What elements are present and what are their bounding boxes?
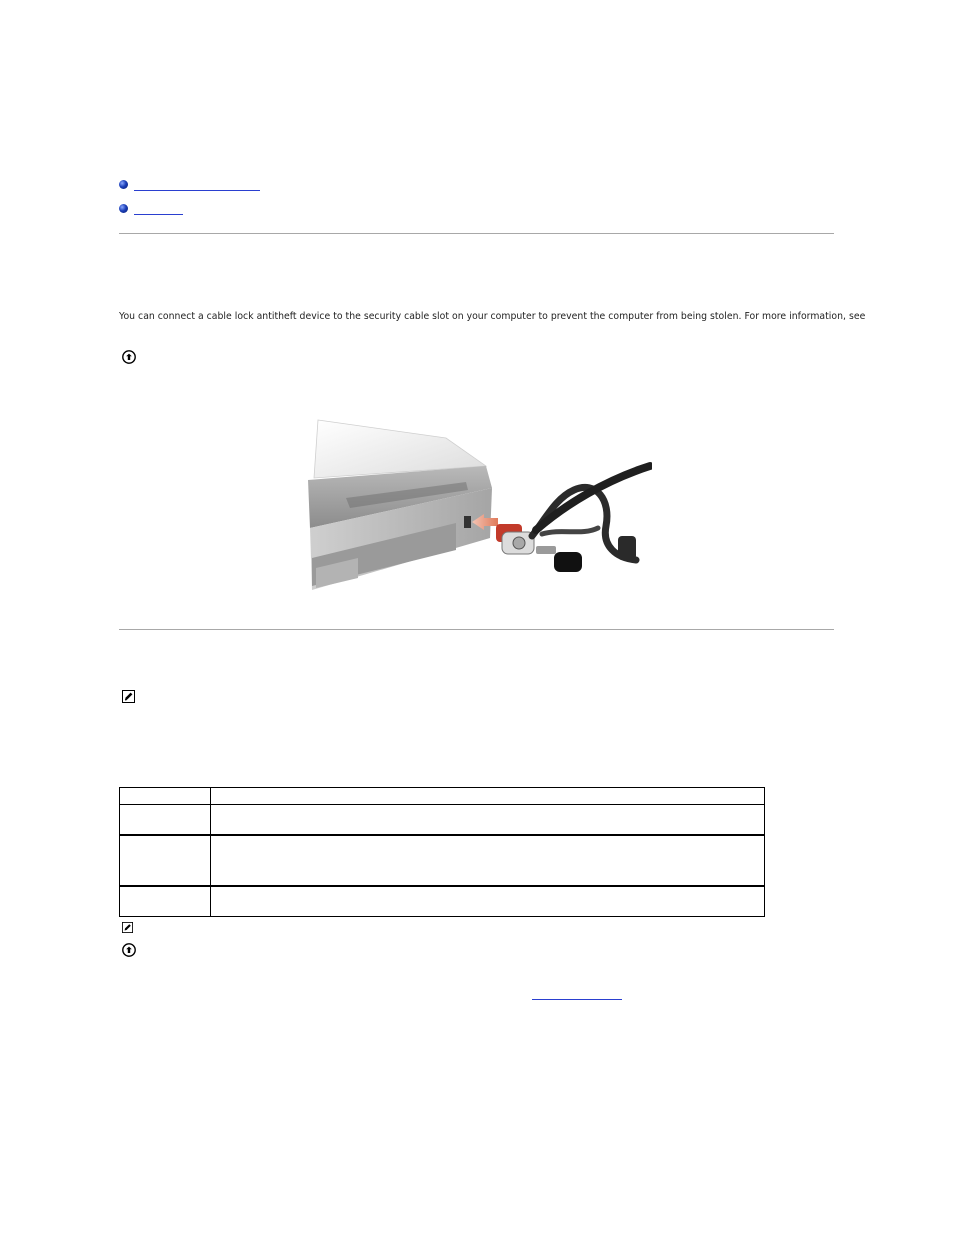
table-row-divider — [120, 834, 764, 836]
table-row-divider — [120, 885, 764, 887]
reference-link[interactable] — [532, 988, 622, 1000]
table-row-divider — [120, 804, 764, 805]
bullet-icon — [119, 180, 128, 189]
note-pencil-icon — [122, 690, 135, 703]
bullet-icon — [119, 204, 128, 213]
note-pencil-icon — [122, 922, 133, 933]
notice-icon — [122, 350, 136, 364]
cable-lock-illustration — [306, 418, 652, 596]
section-divider — [119, 233, 834, 234]
table-column-divider — [210, 788, 211, 916]
security-cable-description: You can connect a cable lock antitheft device to the security cable slot on your computer to prevent the computer from being stolen. For more information, see — [119, 311, 866, 322]
toc-link-passwords[interactable] — [134, 204, 183, 215]
password-types-table — [119, 787, 765, 917]
section-divider — [119, 629, 834, 630]
notice-icon — [122, 943, 136, 957]
toc-link-security-cable[interactable] — [134, 180, 260, 191]
